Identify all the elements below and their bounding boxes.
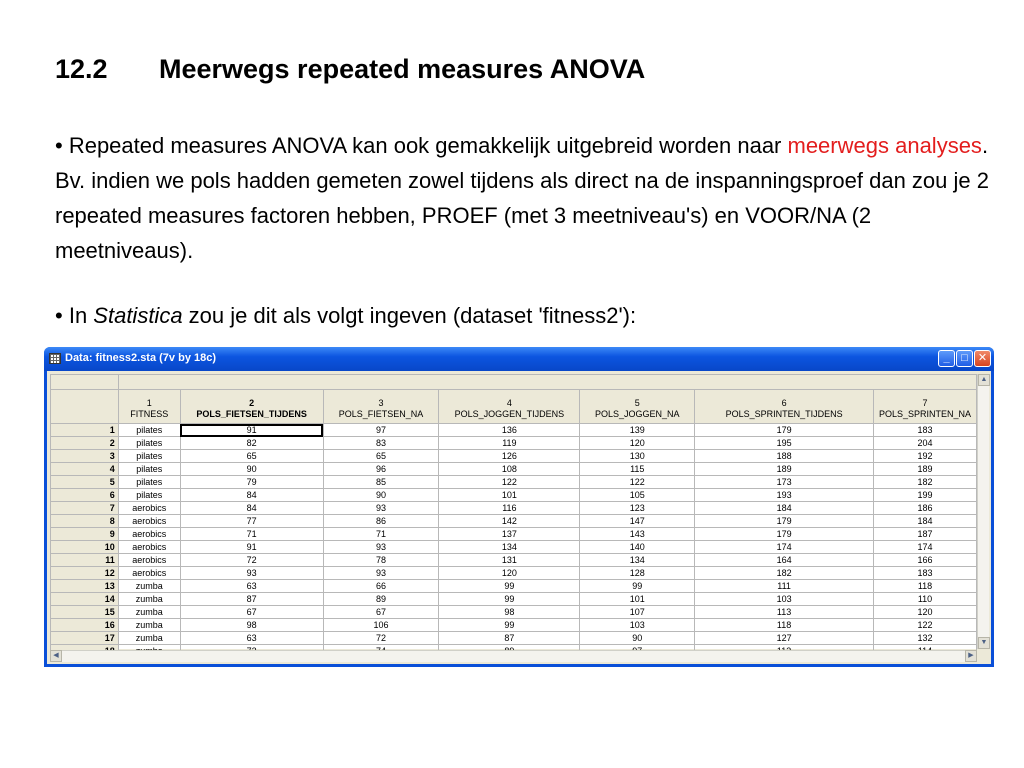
table-cell[interactable]: pilates bbox=[118, 424, 180, 437]
table-cell[interactable]: 143 bbox=[580, 528, 695, 541]
table-cell[interactable]: 179 bbox=[695, 528, 874, 541]
table-cell[interactable]: 164 bbox=[695, 554, 874, 567]
table-cell[interactable]: 126 bbox=[439, 450, 580, 463]
spreadsheet-icon bbox=[49, 353, 61, 364]
table-cell[interactable]: 113 bbox=[695, 606, 874, 619]
table-cell[interactable]: 65 bbox=[180, 450, 323, 463]
table-cell[interactable]: 139 bbox=[580, 424, 695, 437]
column-number: 6 bbox=[781, 398, 787, 408]
column-header[interactable] bbox=[695, 390, 874, 424]
table-cell[interactable]: 93 bbox=[323, 541, 439, 554]
table-cell[interactable]: 110 bbox=[873, 593, 976, 606]
table-cell[interactable]: 101 bbox=[439, 489, 580, 502]
table-cell[interactable]: 136 bbox=[439, 424, 580, 437]
table-row bbox=[51, 567, 977, 580]
table-row bbox=[51, 463, 977, 476]
slide-title bbox=[55, 54, 645, 85]
table-cell[interactable]: 186 bbox=[873, 502, 976, 515]
statistica-italic: Statistica bbox=[93, 303, 183, 328]
table-cell[interactable]: 63 bbox=[180, 580, 323, 593]
table-row bbox=[51, 528, 977, 541]
column-number: 1 bbox=[146, 398, 152, 408]
table-cell[interactable]: 99 bbox=[580, 580, 695, 593]
row-header[interactable]: 1 bbox=[51, 424, 119, 437]
table-cell[interactable]: 118 bbox=[873, 580, 976, 593]
column-name: POLS_FIETSEN_TIJDENS bbox=[196, 409, 307, 419]
table-cell[interactable]: 183 bbox=[873, 567, 976, 580]
table-cell[interactable]: 130 bbox=[580, 450, 695, 463]
table-cell[interactable]: 93 bbox=[323, 502, 439, 515]
table-row bbox=[51, 502, 977, 515]
table-cell[interactable]: 96 bbox=[323, 463, 439, 476]
table-cell[interactable]: 140 bbox=[580, 541, 695, 554]
table-cell[interactable]: 119 bbox=[439, 437, 580, 450]
column-header[interactable] bbox=[118, 390, 180, 424]
row-header[interactable]: 16 bbox=[51, 619, 119, 632]
scroll-right-arrow[interactable]: ▶ bbox=[965, 650, 977, 662]
table-cell[interactable]: 99 bbox=[439, 619, 580, 632]
table-row bbox=[51, 593, 977, 606]
table-cell[interactable]: 127 bbox=[695, 632, 874, 645]
column-number: 7 bbox=[922, 398, 928, 408]
header-spacer-row bbox=[51, 375, 977, 390]
table-cell[interactable]: 107 bbox=[580, 606, 695, 619]
row-header[interactable]: 11 bbox=[51, 554, 119, 567]
table-cell[interactable]: 189 bbox=[873, 463, 976, 476]
row-header[interactable]: 17 bbox=[51, 632, 119, 645]
table-cell[interactable]: 86 bbox=[323, 515, 439, 528]
table-cell[interactable]: 99 bbox=[439, 580, 580, 593]
corner-cell[interactable] bbox=[51, 375, 119, 390]
table-cell[interactable]: 90 bbox=[580, 632, 695, 645]
scroll-left-arrow[interactable]: ◀ bbox=[50, 650, 62, 662]
table-cell[interactable]: 204 bbox=[873, 437, 976, 450]
row-header[interactable]: 10 bbox=[51, 541, 119, 554]
table-cell[interactable]: 122 bbox=[873, 619, 976, 632]
horizontal-scrollbar[interactable] bbox=[50, 650, 977, 662]
paragraph-statistica bbox=[55, 298, 1015, 333]
header-spacer bbox=[118, 375, 976, 390]
table-cell[interactable]: 115 bbox=[580, 463, 695, 476]
vertical-scrollbar[interactable] bbox=[977, 374, 989, 649]
highlight-meerwegs: meerwegs analyses bbox=[787, 133, 982, 158]
table-cell[interactable]: 134 bbox=[439, 541, 580, 554]
scroll-down-arrow[interactable]: ▼ bbox=[978, 637, 990, 649]
table-cell[interactable]: aerobics bbox=[118, 528, 180, 541]
table-row bbox=[51, 554, 977, 567]
table-cell[interactable]: aerobics bbox=[118, 541, 180, 554]
table-cell[interactable]: 179 bbox=[695, 515, 874, 528]
window-title: Data: fitness2.sta (7v by 18c) bbox=[65, 352, 217, 364]
table-cell[interactable]: 187 bbox=[873, 528, 976, 541]
column-header-row bbox=[51, 390, 977, 424]
row-header[interactable]: 5 bbox=[51, 476, 119, 489]
table-cell[interactable]: 97 bbox=[323, 424, 439, 437]
table-row bbox=[51, 606, 977, 619]
table-row bbox=[51, 580, 977, 593]
table-cell[interactable]: 91 bbox=[180, 424, 323, 437]
table-cell[interactable]: 87 bbox=[180, 593, 323, 606]
table-cell[interactable]: 93 bbox=[180, 567, 323, 580]
scroll-up-arrow[interactable]: ▲ bbox=[978, 374, 990, 386]
column-header[interactable] bbox=[180, 390, 323, 424]
column-number: 4 bbox=[506, 398, 512, 408]
table-cell[interactable]: 91 bbox=[180, 541, 323, 554]
table-cell[interactable]: pilates bbox=[118, 463, 180, 476]
column-number: 3 bbox=[378, 398, 384, 408]
table-cell[interactable]: 142 bbox=[439, 515, 580, 528]
table-cell[interactable]: 189 bbox=[695, 463, 874, 476]
table-cell[interactable]: 79 bbox=[180, 476, 323, 489]
table-cell[interactable]: 132 bbox=[873, 632, 976, 645]
table-cell[interactable]: 67 bbox=[180, 606, 323, 619]
paragraph1-part2: . Bv. indien we pols hadden gemeten zowel tijdens als direct na de inspanningsproef dan zou je 2 repeated measures factoren hebben, PROEF (met 3 meetniveau's) en VOOR/NA (2 meetniveaus). bbox=[55, 133, 989, 263]
table-row bbox=[51, 541, 977, 554]
column-name: POLS_JOGGEN_TIJDENS bbox=[454, 409, 565, 419]
spreadsheet-grid bbox=[50, 374, 977, 649]
column-header[interactable] bbox=[323, 390, 439, 424]
table-cell[interactable]: 82 bbox=[180, 437, 323, 450]
table-row bbox=[51, 424, 977, 437]
row-header[interactable]: 7 bbox=[51, 502, 119, 515]
bullet: • bbox=[55, 303, 63, 328]
table-cell[interactable]: 103 bbox=[580, 619, 695, 632]
table-cell[interactable]: 78 bbox=[323, 554, 439, 567]
column-header[interactable] bbox=[873, 390, 976, 424]
table-row bbox=[51, 437, 977, 450]
column-header[interactable] bbox=[580, 390, 695, 424]
data-window bbox=[44, 347, 994, 667]
table-cell[interactable]: 173 bbox=[695, 476, 874, 489]
table-cell[interactable]: 71 bbox=[180, 528, 323, 541]
table-cell[interactable]: 65 bbox=[323, 450, 439, 463]
row-header[interactable]: 9 bbox=[51, 528, 119, 541]
table-cell[interactable]: 84 bbox=[180, 489, 323, 502]
column-name: POLS_JOGGEN_NA bbox=[595, 409, 680, 419]
table-cell[interactable]: 131 bbox=[439, 554, 580, 567]
table-cell[interactable]: 98 bbox=[439, 606, 580, 619]
table-row bbox=[51, 450, 977, 463]
table-cell[interactable]: 122 bbox=[580, 476, 695, 489]
table-cell[interactable]: 71 bbox=[323, 528, 439, 541]
table-row bbox=[51, 489, 977, 502]
table-cell[interactable]: 77 bbox=[180, 515, 323, 528]
row-header[interactable]: 4 bbox=[51, 463, 119, 476]
table-cell[interactable]: pilates bbox=[118, 450, 180, 463]
table-cell[interactable]: 67 bbox=[323, 606, 439, 619]
table-cell[interactable]: pilates bbox=[118, 476, 180, 489]
maximize-button[interactable]: □ bbox=[956, 350, 973, 367]
table-cell[interactable]: 193 bbox=[695, 489, 874, 502]
row-header[interactable]: 13 bbox=[51, 580, 119, 593]
table-cell[interactable]: 90 bbox=[180, 463, 323, 476]
table-row bbox=[51, 515, 977, 528]
table-cell[interactable]: 101 bbox=[580, 593, 695, 606]
row-header[interactable]: 6 bbox=[51, 489, 119, 502]
window-client bbox=[47, 371, 991, 664]
table-body bbox=[51, 424, 977, 658]
table-cell[interactable]: aerobics bbox=[118, 567, 180, 580]
table-cell[interactable]: 179 bbox=[695, 424, 874, 437]
table-cell[interactable]: 120 bbox=[580, 437, 695, 450]
row-header[interactable]: 14 bbox=[51, 593, 119, 606]
table-cell[interactable]: zumba bbox=[118, 580, 180, 593]
table-cell[interactable]: 188 bbox=[695, 450, 874, 463]
table-cell[interactable]: 118 bbox=[695, 619, 874, 632]
row-header[interactable]: 3 bbox=[51, 450, 119, 463]
table-cell[interactable]: aerobics bbox=[118, 502, 180, 515]
table-cell[interactable]: 116 bbox=[439, 502, 580, 515]
row-header[interactable]: 15 bbox=[51, 606, 119, 619]
table-cell[interactable]: 108 bbox=[439, 463, 580, 476]
data-table bbox=[50, 374, 977, 658]
table-cell[interactable]: 122 bbox=[439, 476, 580, 489]
table-cell[interactable]: 83 bbox=[323, 437, 439, 450]
table-cell[interactable]: 174 bbox=[873, 541, 976, 554]
table-cell[interactable]: 90 bbox=[323, 489, 439, 502]
table-cell[interactable]: 93 bbox=[323, 567, 439, 580]
table-cell[interactable]: 85 bbox=[323, 476, 439, 489]
column-name: POLS_FIETSEN_NA bbox=[338, 409, 424, 419]
table-cell[interactable]: 84 bbox=[180, 502, 323, 515]
table-cell[interactable]: zumba bbox=[118, 632, 180, 645]
row-header[interactable]: 2 bbox=[51, 437, 119, 450]
paragraph-repeated-measures bbox=[55, 128, 1015, 268]
table-cell[interactable]: pilates bbox=[118, 489, 180, 502]
bullet: • bbox=[55, 133, 63, 158]
table-row bbox=[51, 476, 977, 489]
table-cell[interactable]: 105 bbox=[580, 489, 695, 502]
corner-cell-lower[interactable] bbox=[51, 390, 119, 424]
table-cell[interactable]: 184 bbox=[695, 502, 874, 515]
table-cell[interactable]: 103 bbox=[695, 593, 874, 606]
table-cell[interactable]: pilates bbox=[118, 437, 180, 450]
close-button[interactable]: ✕ bbox=[974, 350, 991, 367]
table-cell[interactable]: 99 bbox=[439, 593, 580, 606]
table-cell[interactable]: 128 bbox=[580, 567, 695, 580]
paragraph2-part1: In bbox=[68, 303, 94, 328]
table-cell[interactable]: 72 bbox=[180, 554, 323, 567]
table-cell[interactable]: zumba bbox=[118, 619, 180, 632]
section-number: 12.2 bbox=[55, 54, 108, 84]
paragraph2-part2: zou je dit als volgt ingeven (dataset 'fitness2'): bbox=[182, 303, 637, 328]
row-header[interactable]: 8 bbox=[51, 515, 119, 528]
column-header[interactable] bbox=[439, 390, 580, 424]
table-cell[interactable]: 184 bbox=[873, 515, 976, 528]
table-cell[interactable]: 147 bbox=[580, 515, 695, 528]
table-cell[interactable]: zumba bbox=[118, 593, 180, 606]
table-cell[interactable]: 182 bbox=[695, 567, 874, 580]
table-cell[interactable]: 63 bbox=[180, 632, 323, 645]
table-cell[interactable]: 98 bbox=[180, 619, 323, 632]
table-cell[interactable]: aerobics bbox=[118, 515, 180, 528]
table-cell[interactable]: 174 bbox=[695, 541, 874, 554]
title-text: Meerwegs repeated measures ANOVA bbox=[159, 54, 646, 84]
table-cell[interactable]: 182 bbox=[873, 476, 976, 489]
column-name: POLS_SPRINTEN_NA bbox=[878, 409, 971, 419]
table-cell[interactable]: 106 bbox=[323, 619, 439, 632]
table-cell[interactable]: 183 bbox=[873, 424, 976, 437]
column-number: 2 bbox=[249, 398, 255, 408]
table-cell[interactable]: 137 bbox=[439, 528, 580, 541]
table-cell[interactable]: 120 bbox=[439, 567, 580, 580]
column-number: 5 bbox=[634, 398, 640, 408]
table-cell[interactable]: 87 bbox=[439, 632, 580, 645]
column-name: POLS_SPRINTEN_TIJDENS bbox=[725, 409, 843, 419]
table-cell[interactable]: aerobics bbox=[118, 554, 180, 567]
table-cell[interactable]: 195 bbox=[695, 437, 874, 450]
window-titlebar[interactable] bbox=[44, 347, 994, 371]
table-cell[interactable]: 166 bbox=[873, 554, 976, 567]
table-cell[interactable]: 111 bbox=[695, 580, 874, 593]
table-cell[interactable]: 134 bbox=[580, 554, 695, 567]
table-cell[interactable]: 192 bbox=[873, 450, 976, 463]
table-cell[interactable]: 199 bbox=[873, 489, 976, 502]
table-row bbox=[51, 619, 977, 632]
paragraph1-part1: Repeated measures ANOVA kan ook gemakkelijk uitgebreid worden naar bbox=[68, 133, 788, 158]
table-cell[interactable]: 123 bbox=[580, 502, 695, 515]
row-header[interactable]: 12 bbox=[51, 567, 119, 580]
table-cell[interactable]: zumba bbox=[118, 606, 180, 619]
table-cell[interactable]: 66 bbox=[323, 580, 439, 593]
table-cell[interactable]: 72 bbox=[323, 632, 439, 645]
table-cell[interactable]: 89 bbox=[323, 593, 439, 606]
table-cell[interactable]: 120 bbox=[873, 606, 976, 619]
table-row bbox=[51, 632, 977, 645]
minimize-button[interactable]: _ bbox=[938, 350, 955, 367]
column-name: FITNESS bbox=[130, 409, 169, 419]
